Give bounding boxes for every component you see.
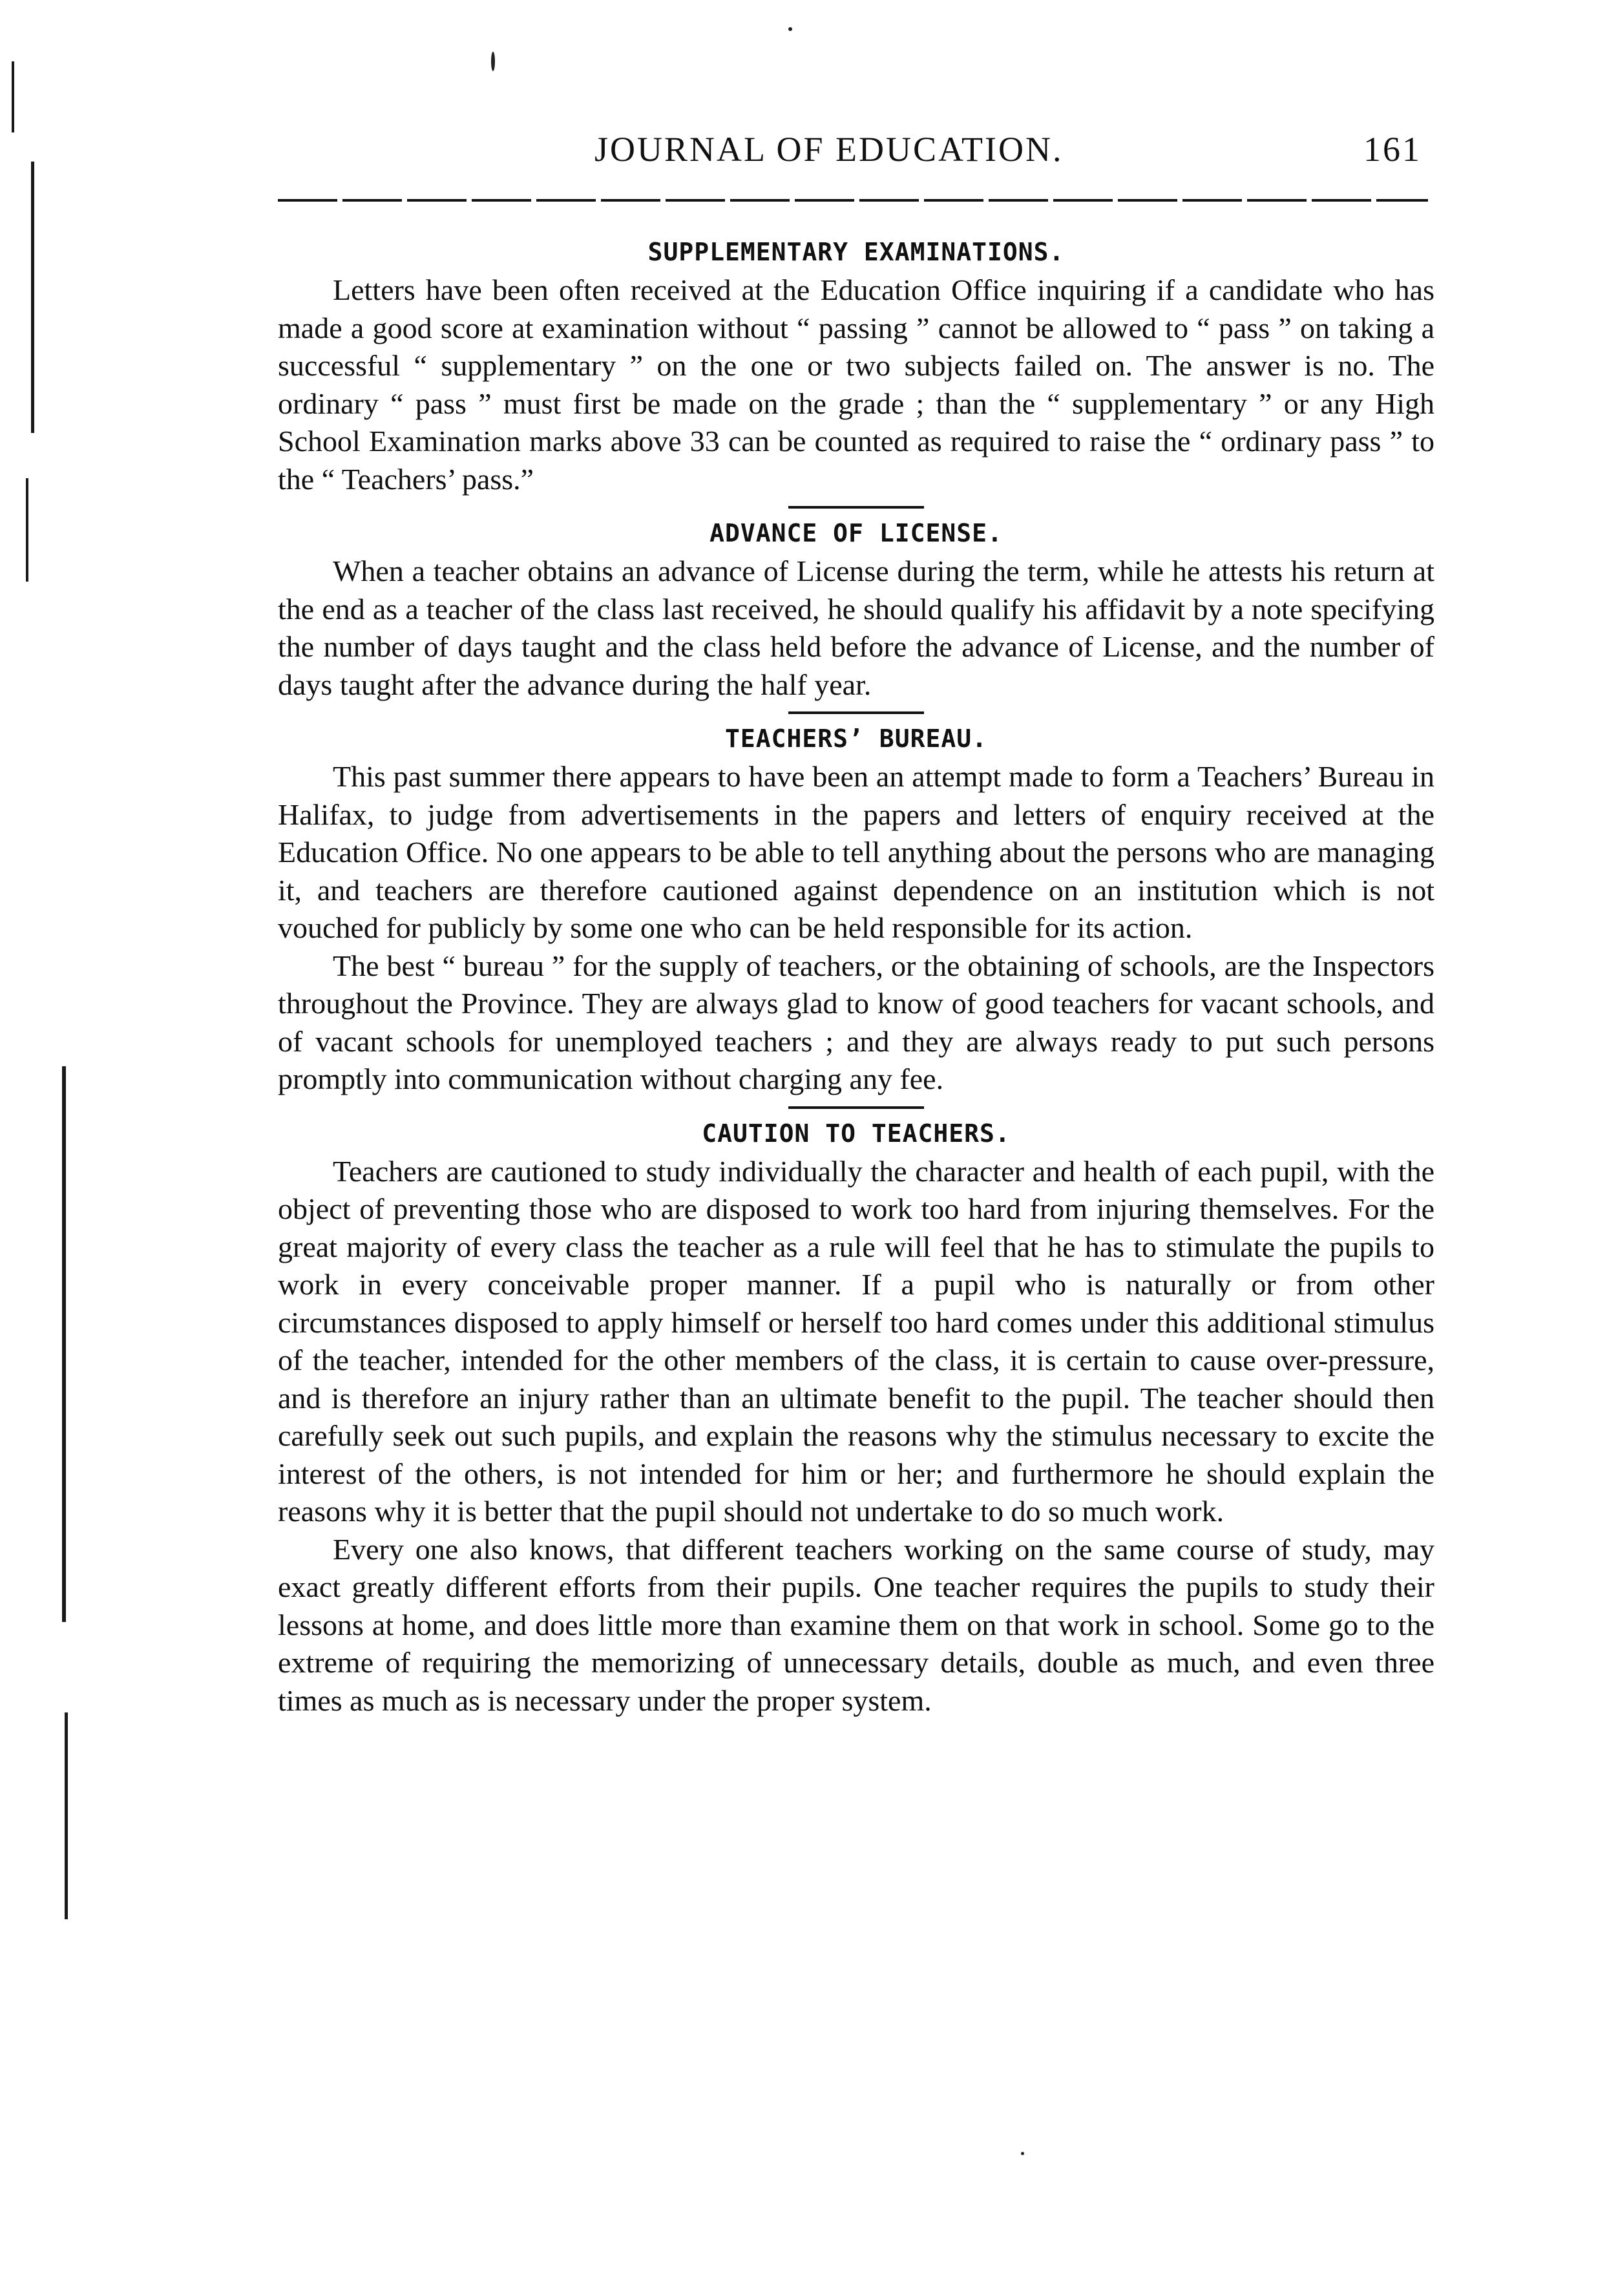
paragraph: Letters have been often received at the Education Office inquiring if a candidate who has made a good score at examination without “ passing ” cannot be allowed to “ pass ” on taking a successful “ supplementary ” on the one or two subjects failed on. The answer is no. The ordinary “ pass ” must first be made on the grade ; than the “ supplementary ” or any High School Examination marks above 33 can be counted as required to raise the “ ordinary pass ” to the “ Teachers’ pass.” [278,273,1434,496]
header-rule [278,199,1428,202]
binding-edge-mark [31,162,34,433]
section-divider [788,506,924,509]
binding-edge-mark [12,61,14,132]
speck [1021,2152,1024,2155]
paragraph: Every one also knows, that different teachers working on the same course of study, may exact greatly different efforts from their pupils. One teacher requires the pupils to study their lessons at home, and does little more than examine them on that work in school. Some go to the extreme of requiring the memorizing of unnecessary details, double as much, and even three times as much as is necessary under the proper system. [278,1532,1434,1717]
paragraph: Teachers are cautioned to study individually the character and health of each pupil, with the object of preventing those who are disposed to work too hard from injuring themselves. For the great majority of every class the teacher as a rule will feel that he has to stimulate the pupils to work in every conceivable proper manner. If a pupil who is naturally or from other circumstances disposed to apply himself or herself too hard comes under this additional stimulus of the teacher, intended for the other members of the class, it is certain to cause over-pressure, and is therefore an injury rather than an ultimate benefit to the pupil. The teacher should then carefully seek out such pupils, and explain the reasons why the stimulus necessary to excite the interest of the others, is not intended for him or her; and furthermore he should explain the reasons why it is better that the pupil should not undertake to do so much work. [278,1154,1434,1528]
page-number: 161 [1363,130,1422,169]
paragraph: The best “ bureau ” for the supply of teachers, or the obtaining of schools, are the Inspectors throughout the Province. They are always glad to know of good teachers for vacant schools, and of vacant schools for unemployed teachers ; and they are always ready to put such persons promptly into communication without charging any fee. [278,949,1434,1095]
running-head [271,129,1428,181]
binding-edge-mark [26,478,28,582]
paragraph: When a teacher obtains an advance of License during the term, while he attests his return at the end as a teacher of the class last received, he should qualify his affidavit by a note specifying the number of days taught and the class held before the advance of License, and the number of days taught after the advance during the half year. [278,554,1434,701]
section-heading: CAUTION TO TEACHERS. [702,1119,1011,1148]
section-heading: TEACHERS’ BUREAU. [725,724,987,753]
paragraph: This past summer there appears to have been an attempt made to form a Teachers’ Bureau in Halifax, to judge from advertisements in the papers and letters of enquiry received at the Education Office. No one appears to be able to tell anything about the persons who are managing it, and teachers are therefore cautioned against dependence on an institution which is not vouched for publicly by some one who can be held responsible for its action. [278,760,1434,944]
speck [788,27,792,31]
article-body [278,233,1434,1720]
binding-edge-mark [65,1712,68,1919]
section-heading: ADVANCE OF LICENSE. [709,519,1003,547]
speck [491,52,495,71]
section-heading: SUPPLEMENTARY EXAMINATIONS. [647,238,1065,266]
section-divider [788,711,924,714]
section-divider [788,1106,924,1109]
binding-edge-mark [62,1066,66,1622]
journal-title: JOURNAL OF EDUCATION. [594,130,1064,169]
